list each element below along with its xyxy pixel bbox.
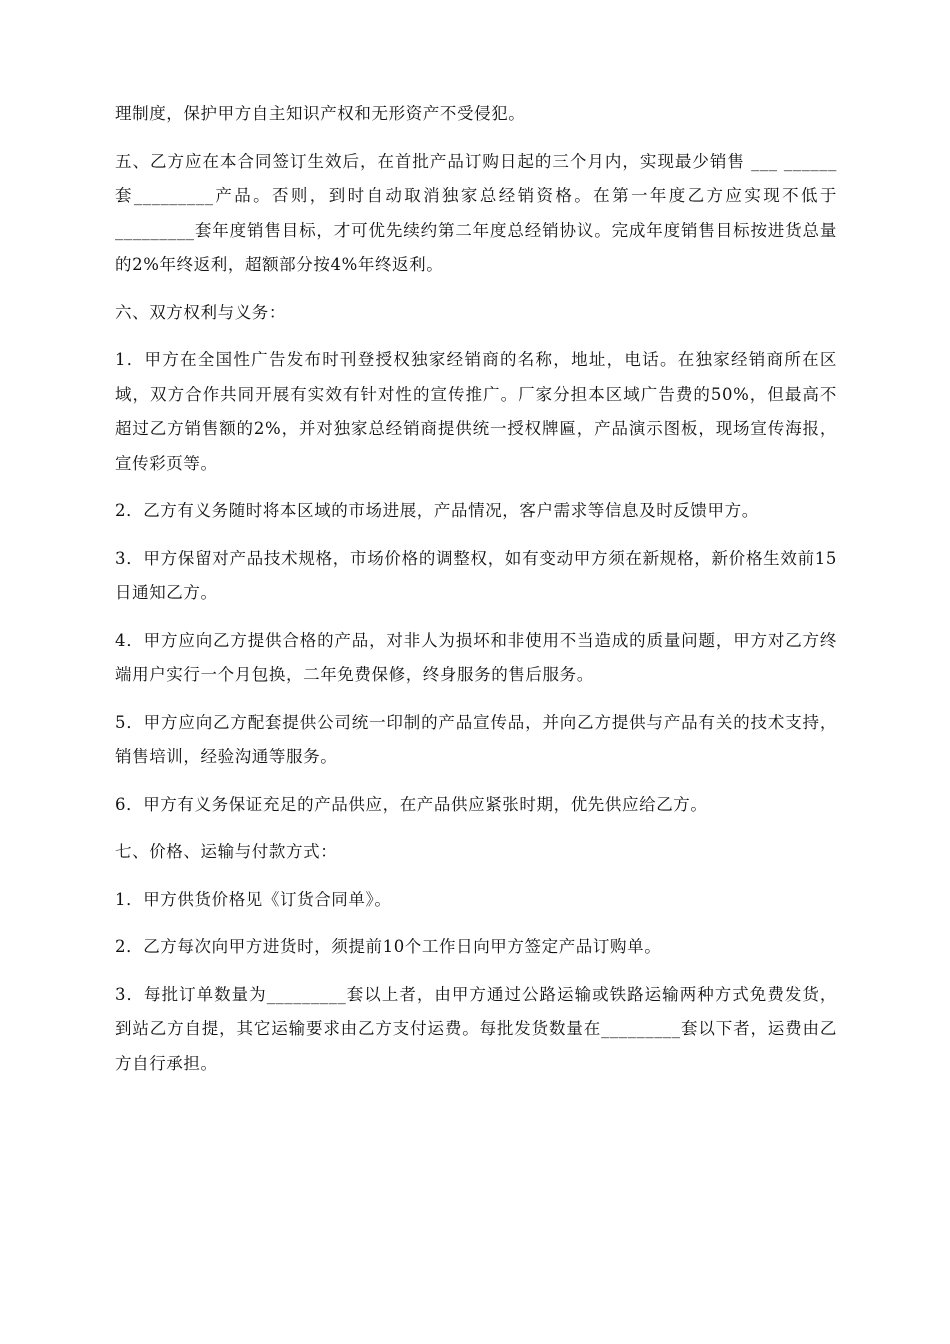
heading-section-six: 六、双方权利与义务：: [115, 302, 286, 322]
paragraph-seven-item-1: 1．甲方供货价格见《订货合同单》。: [115, 889, 392, 909]
paragraph-six-item-1: 1．甲方在全国性广告发布时刊登授权独家经销商的名称，地址，电话。在独家经销商所在区域，双方合作共同开展有实效有针对性的宣传推广。厂家分担本区域广告费的50%，但最高不超过乙方销售额的2%，并对独家总经销商提供统一授权牌匾，产品演示图板，现场宣传海报，宣传彩页等。: [115, 350, 837, 473]
paragraph-six-item-6: 6．甲方有义务保证充足的产品供应，在产品供应紧张时期，优先供应给乙方。: [115, 794, 708, 814]
paragraph-six-item-4: 4．甲方应向乙方提供合格的产品，对非人为损坏和非使用不当造成的质量问题，甲方对乙方终端用户实行一个月包换，二年免费保修，终身服务的售后服务。: [115, 630, 837, 684]
paragraph-six-item-2: 2．乙方有义务随时将本区域的市场进展，产品情况，客户需求等信息及时反馈甲方。: [115, 501, 759, 520]
paragraph-seven-item-3: 3．每批订单数量为_________套以上者，由甲方通过公路运输或铁路运输两种方式免费发货，到站乙方自提，其它运输要求由乙方支付运费。每批发货数量在_________套以下者，运费由乙方自行承担。: [115, 984, 837, 1073]
paragraph-six-item-3: 3．甲方保留对产品技术规格，市场价格的调整权，如有变动甲方须在新规格，新价格生效前15日通知乙方。: [115, 548, 837, 602]
heading-section-seven: 七、价格、运输与付款方式：: [115, 842, 338, 861]
paragraph-six-item-5: 5．甲方应向乙方配套提供公司统一印制的产品宣传品，并向乙方提供与产品有关的技术支持，销售培训，经验沟通等服务。: [115, 712, 837, 766]
paragraph-continuation: 理制度，保护甲方自主知识产权和无形资产不受侵犯。: [115, 104, 526, 123]
document-body: [115, 97, 837, 1094]
paragraph-section-five: 五、乙方应在本合同签订生效后，在首批产品订购日起的三个月内，实现最少销售 ___ ______套_________产品。否则，到时自动取消独家总经销资格。在第一年度乙方应实现不低于_________套年度销售目标，才可优先续约第二年度总经销协议。完成年度销售目标按进货总量的2%年终返利，超额部分按4%年终返利。: [115, 151, 837, 274]
paragraph-seven-item-2: 2．乙方每次向甲方进货时，须提前10个工作日向甲方签定产品订购单。: [115, 937, 662, 956]
